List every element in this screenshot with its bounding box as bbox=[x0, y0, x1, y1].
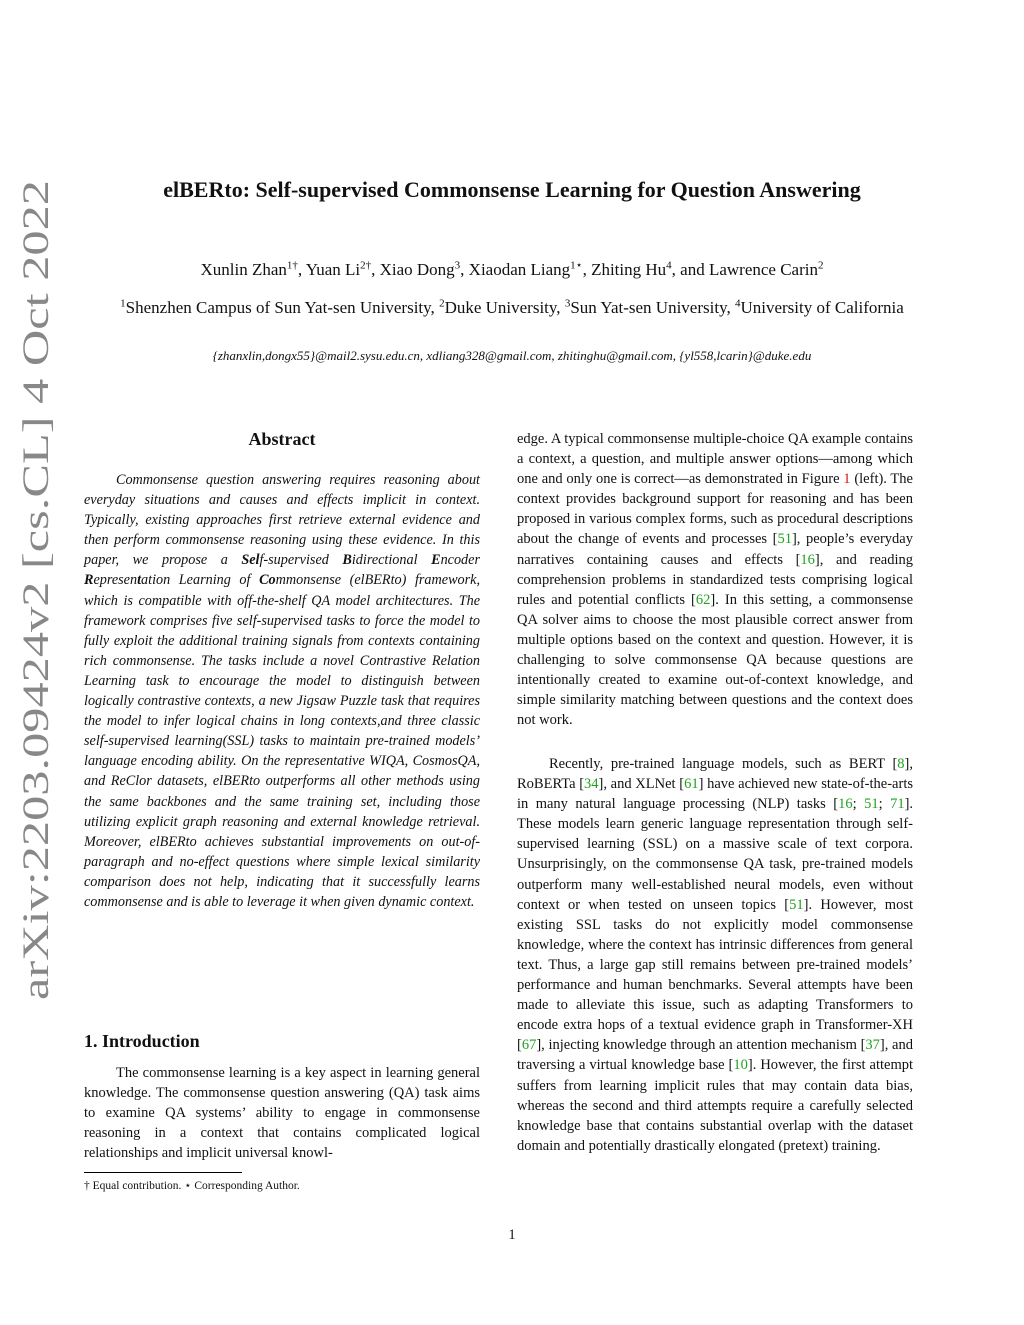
paragraph-text: ], and traversing a virtual knowledge base [ bbox=[517, 1037, 913, 1074]
affiliation: Duke University, bbox=[444, 298, 561, 317]
citation-link[interactable]: 34 bbox=[584, 776, 599, 793]
acronym-text: mmonsense bbox=[275, 572, 350, 589]
paragraph-text: ]. However, most existing SSL tasks do not explicitly model commonsense knowledge, where the context has intrinsic differences from general text. Thus, a large gap still remains between pre-trained models’ performance and human benchmarks. Several attempts have been made to alleviate this issue, such as adapting Transformers to encode extra hops of a textual evidence graph in Transformer-XH [ bbox=[517, 896, 914, 1054]
author-name: Xunlin Zhan bbox=[200, 260, 287, 279]
author-name: Zhiting Hu bbox=[591, 260, 667, 279]
abstract-heading: Abstract bbox=[248, 429, 316, 449]
citation-link[interactable]: 51 bbox=[864, 796, 879, 813]
acronym-letter: o bbox=[268, 572, 276, 589]
affiliation: University of California bbox=[740, 298, 904, 317]
acronym-letter: S bbox=[241, 552, 250, 569]
citation-link[interactable]: 10 bbox=[733, 1057, 748, 1074]
paragraph-text: ], and XLNet [ bbox=[598, 776, 685, 793]
acronym-letter: t bbox=[137, 572, 142, 589]
paragraph-text: (left). The context provides background support for reasoning and has been proposed in various complex forms, such as procedural descriptions about the change of events and processes [ bbox=[517, 471, 913, 548]
citation-link[interactable]: 8 bbox=[897, 756, 905, 772]
acronym-letter: el bbox=[249, 552, 260, 569]
citation-link[interactable]: 67 bbox=[521, 1037, 537, 1054]
acronym-text: f-supervised bbox=[259, 552, 343, 569]
affiliations bbox=[84, 296, 940, 320]
author-name: Lawrence Carin bbox=[708, 260, 818, 279]
author-name: Xiaodan Liang bbox=[468, 260, 571, 279]
affiliation-mark: 1 bbox=[120, 297, 126, 310]
paper-title: elBERto: Self-supervised Commonsense Learning for Question Answering bbox=[163, 177, 861, 202]
author-affiliation-mark: 3 bbox=[454, 259, 461, 272]
citation-link[interactable]: 61 bbox=[684, 776, 699, 793]
paragraph-text: ]. In this setting, a commonsense QA solver aims to choose the most plausible correct answer from multiple options based on the context and question. However, it is challenging to solve commonsense QA because questions are intentionally created to examine out-of-context knowledge, and simple similarity matching between questions and the context does not work. bbox=[517, 591, 914, 729]
acronym-letter: B bbox=[342, 552, 352, 569]
affiliation: Shenzhen Campus of Sun Yat-sen University, bbox=[125, 298, 435, 317]
author-affiliation-mark: 1† bbox=[286, 259, 298, 272]
citation-link[interactable]: 71 bbox=[890, 796, 905, 813]
acronym-letter: R bbox=[84, 572, 94, 589]
arxiv-stamp-text: arXiv:2203.09424v2 [cs.CL] 4 Oct 2022 bbox=[16, 397, 57, 1000]
citation-link[interactable]: 62 bbox=[695, 591, 711, 608]
intro-paragraph-continued bbox=[517, 429, 913, 730]
author-affiliation-mark: 4 bbox=[666, 259, 672, 272]
footnote: † Equal contribution. ⋆ Corresponding Author. bbox=[84, 1180, 300, 1192]
author-affiliation-mark: 1⋆ bbox=[570, 259, 583, 272]
affiliation-mark: 4 bbox=[734, 297, 741, 310]
author-affiliation-mark: 2 bbox=[817, 259, 824, 272]
paragraph-text: ]. However, the first attempt suffers from learning implicit rules that may contain data bias, whereas the second and third attempts require a carefully selected knowledge base that contains substantial overlap with the dataset domain and potentially drastically elongated (pretext) training. bbox=[517, 1057, 914, 1154]
paragraph-text: ]. These models learn generic language representation through self-supervised learning (SSL) on a massive scale of text corpora. Unsurprisingly, on the commonsense QA task, pre-trained models outperform many well-established neural models, even without context or when tested on unseen topics [ bbox=[517, 796, 914, 913]
paragraph-text: Recently, pre-trained language models, such as BERT [ bbox=[549, 756, 898, 772]
acronym-text: ation Learning of bbox=[141, 572, 260, 589]
author-name: Yuan Li bbox=[305, 260, 361, 279]
citation-separator: ; bbox=[852, 796, 865, 813]
footnote-divider bbox=[84, 1172, 242, 1173]
paragraph-text: ] have achieved new state-of-the-arts in many natural language processing (NLP) tasks [ bbox=[517, 776, 913, 813]
figure-link[interactable]: 1 bbox=[843, 471, 851, 488]
acronym-letter: C bbox=[259, 572, 269, 589]
paragraph-text: ], RoBERTa [ bbox=[517, 756, 913, 793]
citation-link[interactable]: 16 bbox=[838, 796, 853, 813]
acronym-text: idirectional bbox=[351, 552, 432, 569]
abstract-text-part: Commonsense question answering requires reasoning about everyday situations and causes and effects implicit in context. Typically, existing approaches first retrieve external evidence and then perform commonsense reasoning using these evidence. In this paper, we propose a bbox=[84, 472, 480, 569]
abstract-text-part: (elBERto) framework, which is compatible with off-the-shelf QA model architectures. The framework comprises five self-supervised tasks to force the model to fully exploit the additional training signals from contexts containing rich commonsense. The tasks include a novel Contrastive Relation Learning task to encourage the model to distinguish between logically contrastive contexts, a new Jigsaw Puzzle task that requires the model to infer logical chains in long contexts,and three classic self-supervised learning(SSL) tasks to maintain pre-trained models’ language encoding ability. On the representative WIQA, CosmosQA, and ReClor datasets, elBERto outperforms all other methods using the same backbones and the same training set, including those utilizing explicit graph reasoning and external knowledge retrieval. Moreover, elBERto achieves substantial improvements on out-of-paragraph and no-effect questions where simple lexical similarity comparison does not help, indicating that it successfully learns commonsense and is able to leverage it when given dynamic context. bbox=[84, 572, 480, 910]
page-number: 1 bbox=[508, 1227, 516, 1243]
affiliation-mark: 3 bbox=[564, 297, 571, 310]
paragraph-text: edge. A typical commonsense multiple-choice QA example contains a context, a question, and multiple answer options—among which one and only one is correct—as demonstrated in Figure bbox=[517, 431, 913, 488]
acronym-text: epresen bbox=[93, 572, 138, 589]
citation-link[interactable]: 51 bbox=[789, 896, 804, 913]
acronym-letter: E bbox=[431, 552, 441, 569]
author-affiliation-mark: 2† bbox=[360, 259, 372, 272]
author-name: Xiao Dong bbox=[379, 260, 455, 279]
affiliation-mark: 2 bbox=[439, 297, 445, 310]
arxiv-stamp bbox=[8, 180, 58, 1000]
section-heading-introduction: 1. Introduction bbox=[84, 1031, 200, 1051]
acronym-text: ncoder bbox=[440, 552, 480, 569]
paragraph-text: ], and reading comprehension problems in standardized tests comprising logical rules and potential conflicts [ bbox=[517, 551, 913, 608]
intro-paragraph bbox=[517, 754, 913, 1156]
citation-link[interactable]: 16 bbox=[800, 551, 815, 568]
paragraph-text: ], injecting knowledge through an attention mechanism [ bbox=[536, 1037, 866, 1054]
author-emails: {zhanxlin,dongx55}@mail2.sysu.edu.cn, xdliang328@gmail.com, zhitinghu@gmail.com, {yl558,lcarin}@duke.edu bbox=[212, 348, 812, 363]
affiliation: Sun Yat-sen University, bbox=[570, 298, 731, 317]
paragraph-text: ], people’s everyday narratives containing causes and effects [ bbox=[517, 531, 913, 568]
citation-link[interactable]: 37 bbox=[865, 1037, 880, 1054]
author-list: Xunlin Zhan$^{1\dagger}$, Yuan $Li^{2\dagger}$, Xiao Dong$^3$, Xiaodan Liang$^{1⋆}$, Zhiting Hu$^4$, and Lawrence Carin$^2$ bbox=[200, 259, 824, 279]
intro-paragraph: The commonsense learning is a key aspect in learning general knowledge. The commonsense question answering (QA) task aims to examine QA systems’ ability to engage in commonsense reasoning in a context that contains complicated logical relationships and implicit universal knowl- bbox=[84, 1065, 480, 1162]
citation-separator: ; bbox=[878, 796, 891, 813]
citation-link[interactable]: 51 bbox=[777, 531, 792, 548]
abstract-text bbox=[84, 470, 480, 912]
